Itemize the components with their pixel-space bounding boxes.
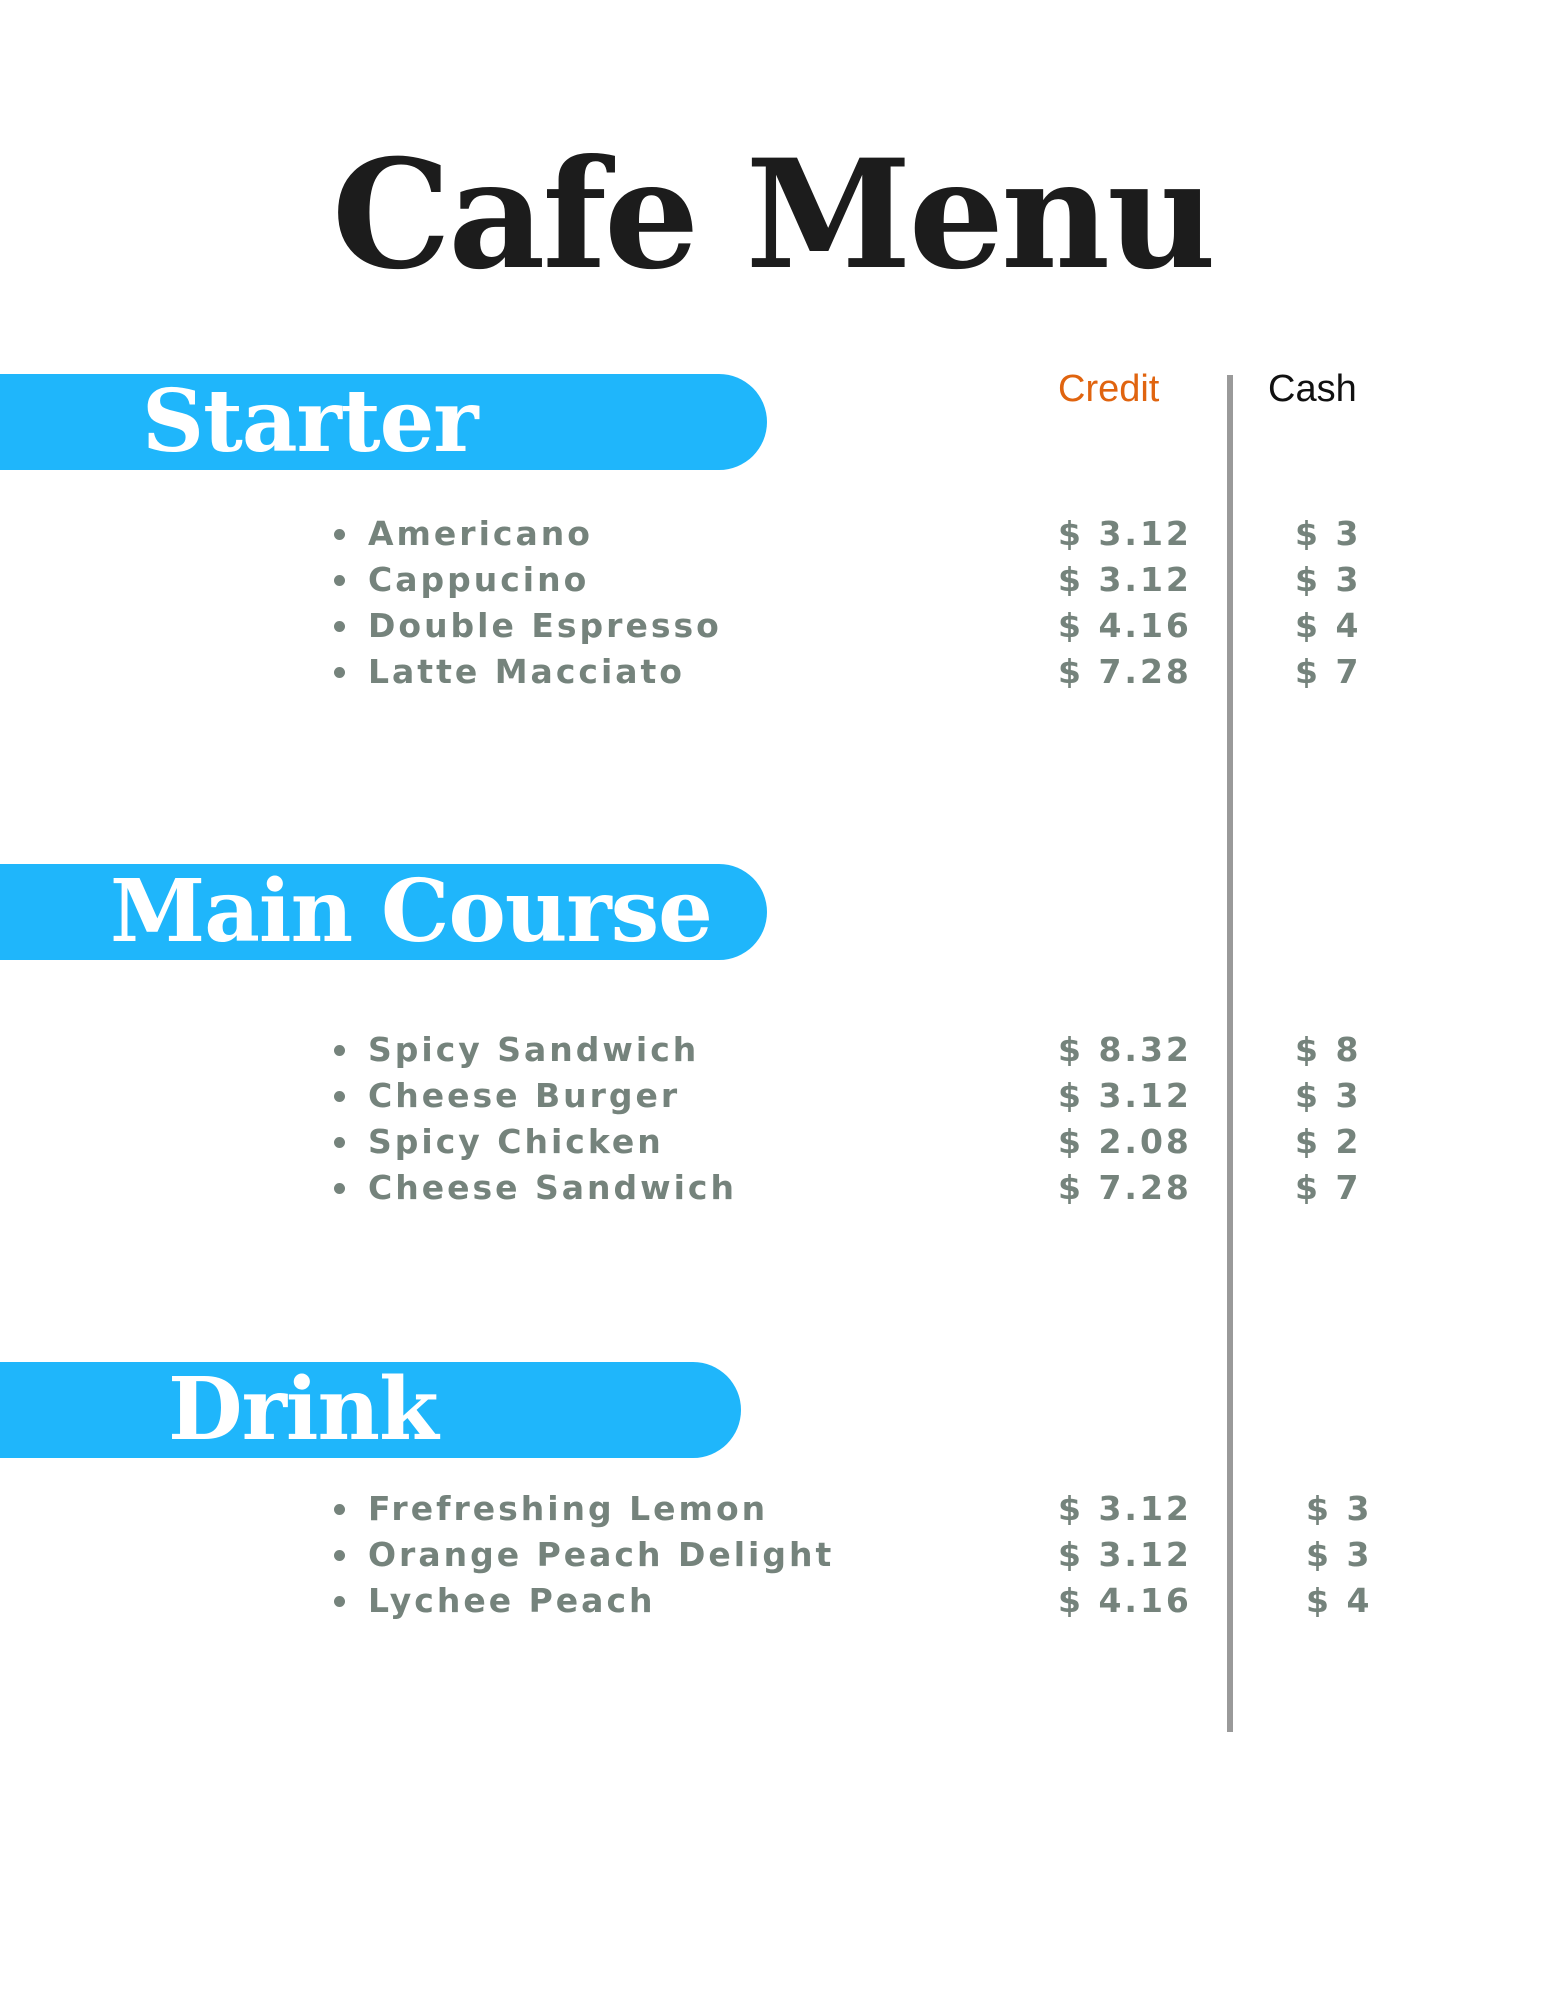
credit-price: $ 2.08 xyxy=(1058,1122,1192,1161)
cash-price: $ 3 xyxy=(1295,514,1362,553)
list-item xyxy=(0,1165,1545,1211)
item-name: Orange Peach Delight xyxy=(368,1535,835,1574)
credit-price: $ 4.16 xyxy=(1058,606,1192,645)
section-header-main-course xyxy=(0,861,767,962)
item-name: Double Espresso xyxy=(368,606,722,645)
credit-price: $ 7.28 xyxy=(1058,1168,1192,1207)
list-item xyxy=(0,603,1545,649)
item-name: Spicy Sandwich xyxy=(368,1030,700,1069)
item-name: Frefreshing Lemon xyxy=(368,1489,769,1528)
bullet-icon xyxy=(334,1504,345,1515)
credit-price: $ 8.32 xyxy=(1058,1030,1192,1069)
list-item xyxy=(0,1532,1545,1578)
credit-price: $ 3.12 xyxy=(1058,514,1192,553)
credit-price: $ 4.16 xyxy=(1058,1581,1192,1620)
cash-column-header: Cash xyxy=(1268,368,1357,410)
bullet-icon xyxy=(334,621,345,632)
cash-price: $ 3 xyxy=(1295,1076,1362,1115)
section-list-drink xyxy=(0,1486,1545,1624)
item-name: Spicy Chicken xyxy=(368,1122,664,1161)
bullet-icon xyxy=(334,1550,345,1561)
list-item xyxy=(0,511,1545,557)
bullet-icon xyxy=(334,1137,345,1148)
credit-price: $ 3.12 xyxy=(1058,1535,1192,1574)
credit-price: $ 3.12 xyxy=(1058,1076,1192,1115)
section-title: Main Course xyxy=(110,861,712,962)
cash-price: $ 7 xyxy=(1295,652,1362,691)
item-name: Americano xyxy=(368,514,593,553)
list-item xyxy=(0,1119,1545,1165)
section-list-starter xyxy=(0,511,1545,695)
credit-price: $ 7.28 xyxy=(1058,652,1192,691)
cash-price: $ 3 xyxy=(1306,1535,1373,1574)
cash-price: $ 3 xyxy=(1295,560,1362,599)
bullet-icon xyxy=(334,1596,345,1607)
item-name: Cheese Burger xyxy=(368,1076,681,1115)
cash-price: $ 8 xyxy=(1295,1030,1362,1069)
bullet-icon xyxy=(334,667,345,678)
credit-column-header: Credit xyxy=(1058,368,1160,410)
item-name: Cheese Sandwich xyxy=(368,1168,737,1207)
section-title: Drink xyxy=(168,1359,438,1460)
section-list-main-course xyxy=(0,1027,1545,1211)
list-item xyxy=(0,1578,1545,1624)
credit-price: $ 3.12 xyxy=(1058,1489,1192,1528)
bullet-icon xyxy=(334,1091,345,1102)
item-name: Cappucino xyxy=(368,560,590,599)
cash-price: $ 7 xyxy=(1295,1168,1362,1207)
list-item xyxy=(0,557,1545,603)
section-header-starter xyxy=(0,371,767,472)
list-item xyxy=(0,649,1545,695)
item-name: Latte Macciato xyxy=(368,652,685,691)
list-item xyxy=(0,1486,1545,1532)
list-item xyxy=(0,1073,1545,1119)
list-item xyxy=(0,1027,1545,1073)
bullet-icon xyxy=(334,529,345,540)
cash-price: $ 4 xyxy=(1295,606,1362,645)
cash-price: $ 3 xyxy=(1306,1489,1373,1528)
cash-price: $ 2 xyxy=(1295,1122,1362,1161)
cash-price: $ 4 xyxy=(1306,1581,1373,1620)
credit-price: $ 3.12 xyxy=(1058,560,1192,599)
bullet-icon xyxy=(334,575,345,586)
page-title: Cafe Menu xyxy=(331,127,1214,303)
section-title: Starter xyxy=(142,371,478,472)
section-header-drink xyxy=(0,1359,741,1460)
bullet-icon xyxy=(334,1045,345,1056)
bullet-icon xyxy=(334,1183,345,1194)
item-name: Lychee Peach xyxy=(368,1581,656,1620)
